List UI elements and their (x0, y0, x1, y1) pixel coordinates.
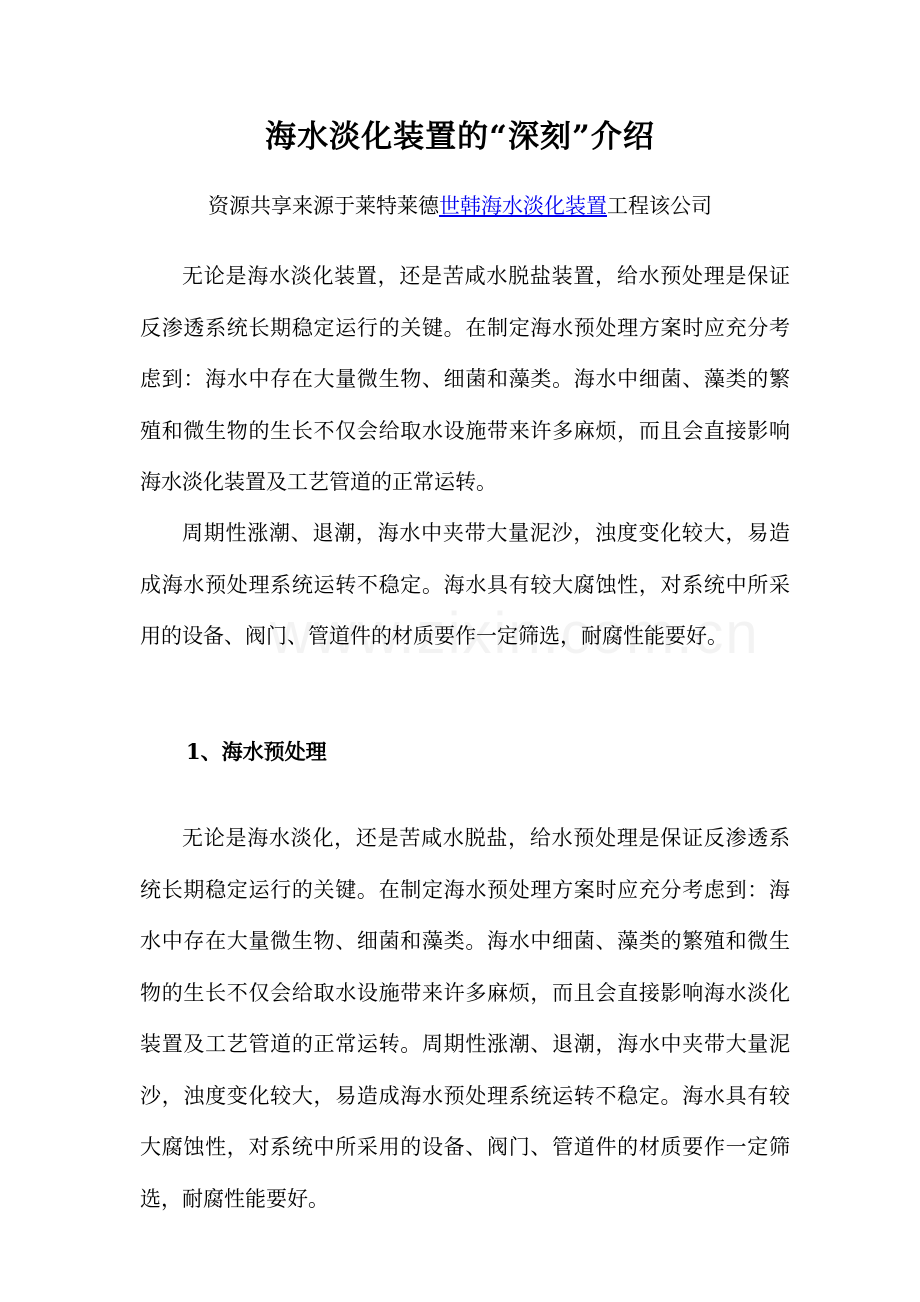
paragraph-1: 无论是海水淡化装置，还是苦咸水脱盐装置，给水预处理是保证反渗透系统长期稳定运行的关键。在制定海水预处理方案时应充分考虑到：海水中存在大量微生物、细菌和藻类。海水中细菌、藻类的繁殖和微生物的生长不仅会给取水设施带来许多麻烦，而且会直接影响海水淡化装置及工艺管道的正常运转。 (140, 264, 790, 494)
section-heading: 1、海水预处理 (186, 739, 327, 764)
source-prefix: 资源共享来源于莱特莱德 (208, 194, 439, 218)
source-link[interactable]: 世韩海水淡化装置 (439, 194, 607, 218)
source-suffix: 工程该公司 (607, 194, 712, 218)
paragraph-2: 周期性涨潮、退潮，海水中夹带大量泥沙，浊度变化较大，易造成海水预处理系统运转不稳定。海水具有较大腐蚀性，对系统中所采用的设备、阀门、管道件的材质要作一定筛选，耐腐性能要好。 (140, 521, 790, 648)
source-line (0, 186, 920, 226)
page-title: 海水淡化装置的“深刻”介绍 (265, 119, 655, 155)
section-paragraph: 无论是海水淡化，还是苦咸水脱盐，给水预处理是保证反渗透系统长期稳定运行的关键。在制定海水预处理方案时应充分考虑到：海水中存在大量微生物、细菌和藻类。海水中细菌、藻类的繁殖和微生物的生长不仅会给取水设施带来许多麻烦，而且会直接影响海水淡化装置及工艺管道的正常运转。周期性涨潮、退潮，海水中夹带大量泥沙，浊度变化较大，易造成海水预处理系统运转不稳定。海水具有较大腐蚀性，对系统中所采用的设备、阀门、管道件的材质要作一定筛选，耐腐性能要好。 (140, 826, 790, 1211)
